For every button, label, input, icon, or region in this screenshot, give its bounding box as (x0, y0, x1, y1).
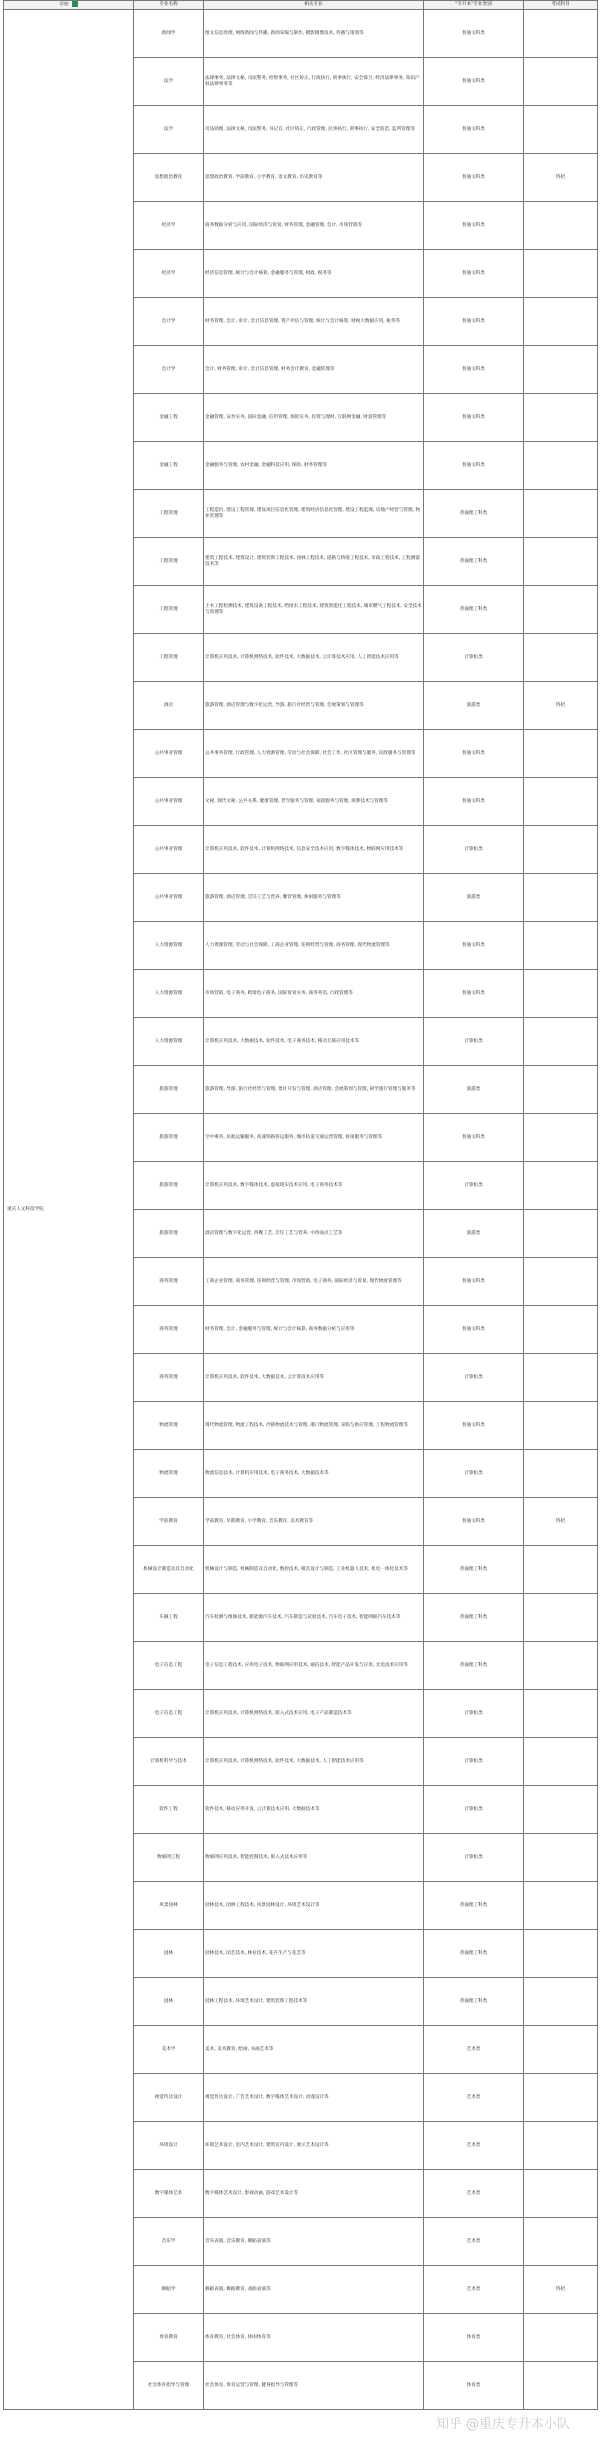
related-cell: 学前教育, 早期教育, 小学教育, 音乐教育, 美术教育等 (204, 1498, 424, 1546)
note-cell (524, 1882, 598, 1930)
header-related: 相关专业 (204, 1, 424, 10)
note-cell (524, 1690, 598, 1738)
related-cell: 空中乘务, 民航运输服务, 高速铁路客运服务, 城市轨道交通运营管理, 休闲服务与管理等 (204, 1114, 424, 1162)
major-cell: 园林 (134, 1930, 204, 1978)
major-cell: 公共事业管理 (134, 874, 204, 922)
related-cell: 人力资源管理, 劳动与社会保障, 工商企业管理, 连锁经营与管理, 商务管理, 现代物流管理等 (204, 922, 424, 970)
category-cell: 计算机类 (424, 1786, 524, 1834)
major-cell: 视觉传达设计 (134, 2074, 204, 2122)
major-cell: 经济学 (134, 202, 204, 250)
major-cell: 学前教育 (134, 1498, 204, 1546)
related-cell: 金融服务与管理, 农村金融, 金融科技应用, 保险, 财务管理等 (204, 442, 424, 490)
related-cell: 园林工程技术, 环境艺术设计, 建筑装饰工程技术等 (204, 1978, 424, 2026)
major-cell: 园林 (134, 1978, 204, 2026)
related-cell: 市场营销, 电子商务, 跨境电子商务, 国际贸易实务, 商务英语, 行政管理等 (204, 970, 424, 1018)
related-cell: 现代物流管理, 物流工程技术, 冷链物流技术与管理, 港口物流管理, 采购与供应管理, 工程物流管理等 (204, 1402, 424, 1450)
related-cell: 体育教育, 社会体育, 休闲体育等 (204, 2314, 424, 2362)
category-cell: 普通文科类 (424, 970, 524, 1018)
major-cell: 思想政治教育 (134, 154, 204, 202)
note-cell (524, 346, 598, 394)
major-cell: 公共事业管理 (134, 778, 204, 826)
major-cell: 商务管理 (134, 1354, 204, 1402)
category-cell: 普通文科类 (424, 778, 524, 826)
category-cell: 普通文科类 (424, 10, 524, 58)
related-cell: 数字媒体艺术设计, 影视动画, 游戏艺术设计等 (204, 2170, 424, 2218)
category-cell: 普通文科类 (424, 442, 524, 490)
major-cell: 法学 (134, 106, 204, 154)
related-cell: 图文信息处理, 网络新闻与传播, 新闻采编与制作, 摄影摄像技术, 传播与策划等 (204, 10, 424, 58)
category-cell: 计算机类 (424, 826, 524, 874)
category-cell: 计算机类 (424, 1738, 524, 1786)
note-cell (524, 2314, 598, 2362)
related-cell: 舞蹈表演, 舞蹈教育, 戏曲表演等 (204, 2266, 424, 2314)
note-cell (524, 1066, 598, 1114)
major-cell: 美术学 (134, 2026, 204, 2074)
category-cell: 普通理工科类 (424, 1882, 524, 1930)
note-cell (524, 1450, 598, 1498)
category-cell: 普通理工科类 (424, 1594, 524, 1642)
note-cell (524, 202, 598, 250)
related-cell: 机械设计与制造, 机械制造及自动化, 数控技术, 模具设计与制造, 工业机器人技术, 机电一体化技术等 (204, 1546, 424, 1594)
major-cell: 酒店 (134, 682, 204, 730)
table-row (4, 10, 598, 58)
category-cell: 普通理工科类 (424, 586, 524, 634)
note-cell (524, 250, 598, 298)
major-cell: 软件工程 (134, 1786, 204, 1834)
related-cell: 酒店管理与数字化运营, 西餐工艺, 烹饪工艺与营养, 中西面点工艺等 (204, 1210, 424, 1258)
note-cell (524, 1018, 598, 1066)
note-cell (524, 1162, 598, 1210)
category-cell: 普通文科类 (424, 922, 524, 970)
note-cell (524, 2074, 598, 2122)
major-cell: 工程管理 (134, 634, 204, 682)
header-row (4, 1, 598, 10)
category-cell: 艺术类 (424, 2218, 524, 2266)
category-cell: 计算机类 (424, 1354, 524, 1402)
header-note: 考试科目 (524, 1, 598, 10)
major-cell: 电子信息工程 (134, 1642, 204, 1690)
category-cell: 计算机类 (424, 1450, 524, 1498)
note-cell (524, 538, 598, 586)
category-cell: 艺术类 (424, 2026, 524, 2074)
category-cell: 艺术类 (424, 2266, 524, 2314)
related-cell: 计算机应用技术, 数字媒体技术, 虚拟现实技术应用, 电子商务技术等 (204, 1162, 424, 1210)
category-cell: 普通文科类 (424, 1402, 524, 1450)
note-cell (524, 106, 598, 154)
major-cell: 舞蹈学 (134, 2266, 204, 2314)
major-cell: 人力资源管理 (134, 922, 204, 970)
major-cell: 计算机科学与技术 (134, 1738, 204, 1786)
related-cell: 社会体育, 体育运营与管理, 健身指导与管理等 (204, 2362, 424, 2410)
category-cell: 普通文科类 (424, 1258, 524, 1306)
major-cell: 新闻学 (134, 10, 204, 58)
watermark: 知乎 @重庆专升本小队 (435, 2417, 570, 2432)
category-cell: 普通文科类 (424, 730, 524, 778)
related-cell: 财务管理, 会计, 金融服务与管理, 统计与会计核算, 商务数据分析与应用等 (204, 1306, 424, 1354)
note-cell (524, 1642, 598, 1690)
note-cell (524, 2170, 598, 2218)
related-cell: 司法助理, 法律文秘, 司法警务, 书记官, 社区矫正, 行政管理, 民事执行, 刑事执行, 安全防范, 监所管理等 (204, 106, 424, 154)
related-cell: 园林技术, 园艺技术, 林业技术, 花卉生产与花艺等 (204, 1930, 424, 1978)
major-cell: 工程管理 (134, 586, 204, 634)
related-cell: 电子信息工程技术, 应用电子技术, 物联网应用技术, 通信技术, 智能产品开发与应用, 光电技术应用等 (204, 1642, 424, 1690)
note-cell (524, 58, 598, 106)
note-cell (524, 1402, 598, 1450)
note-cell (524, 586, 598, 634)
note-cell: 特招 (524, 1498, 598, 1546)
related-cell: 计算机应用技术, 软件技术, 计算机网络技术, 信息安全技术应用, 数字媒体技术, 物联网应用技术等 (204, 826, 424, 874)
school-cell: 重庆人文科技学院 (4, 10, 134, 2410)
major-cell: 金融工程 (134, 442, 204, 490)
header-school[interactable]: 学校 (4, 1, 134, 10)
note-cell (524, 1594, 598, 1642)
note-cell (524, 1210, 598, 1258)
category-cell: 体育类 (424, 2314, 524, 2362)
category-cell: 计算机类 (424, 1690, 524, 1738)
note-cell (524, 874, 598, 922)
note-cell: 特招 (524, 154, 598, 202)
category-cell: 体育类 (424, 2362, 524, 2410)
category-cell: 计算机类 (424, 1834, 524, 1882)
major-cell: 金融工程 (134, 394, 204, 442)
note-cell (524, 826, 598, 874)
related-cell: 公共事务管理, 行政管理, 人力资源管理, 劳动与社会保障, 社会工作, 社区管理与服务, 民政服务与管理等 (204, 730, 424, 778)
category-cell: 普通文科类 (424, 394, 524, 442)
admission-table (3, 0, 598, 2410)
related-cell: 土木工程检测技术, 建筑设备工程技术, 给排水工程技术, 建筑智能化工程技术, 城市燃气工程技术, 安全技术与管理等 (204, 586, 424, 634)
major-cell: 会计学 (134, 346, 204, 394)
related-cell: 思想政治教育, 学前教育, 小学教育, 语文教育, 历史教育等 (204, 154, 424, 202)
note-cell (524, 2218, 598, 2266)
note-cell (524, 490, 598, 538)
header-category: "专升本"专业类别 (424, 1, 524, 10)
major-cell: 物联网工程 (134, 1834, 204, 1882)
related-cell: 财务管理, 会计, 审计, 会计信息管理, 资产评估与管理, 统计与会计核算, 财税大数据应用, 税务等 (204, 298, 424, 346)
note-cell (524, 1738, 598, 1786)
note-cell (524, 1258, 598, 1306)
related-cell: 工商企业管理, 商务管理, 连锁经营与管理, 市场营销, 电子商务, 国际经济与贸易, 现代物流管理等 (204, 1258, 424, 1306)
category-cell: 旅游类 (424, 1066, 524, 1114)
related-cell: 美术, 美术教育, 绘画, 书画艺术等 (204, 2026, 424, 2074)
major-cell: 工程管理 (134, 490, 204, 538)
related-cell: 环境艺术设计, 室内艺术设计, 建筑室内设计, 展示艺术设计等 (204, 2122, 424, 2170)
filter-icon[interactable] (72, 1, 78, 7)
note-cell (524, 10, 598, 58)
major-cell: 物流管理 (134, 1402, 204, 1450)
major-cell: 旅游管理 (134, 1210, 204, 1258)
table-body (4, 10, 598, 2410)
category-cell: 普通文科类 (424, 1306, 524, 1354)
major-cell: 旅游管理 (134, 1066, 204, 1114)
note-cell (524, 730, 598, 778)
category-cell: 旅游类 (424, 1210, 524, 1258)
related-cell: 软件技术, 移动应用开发, 云计算技术应用, 大数据技术等 (204, 1786, 424, 1834)
major-cell: 经济学 (134, 250, 204, 298)
related-cell: 计算机应用技术, 计算机网络技术, 软件技术, 大数据技术, 人工智能技术应用等 (204, 1738, 424, 1786)
note-cell (524, 1546, 598, 1594)
related-cell: 物流信息技术, 计算机应用技术, 电子商务技术, 大数据技术等 (204, 1450, 424, 1498)
major-cell: 物流管理 (134, 1450, 204, 1498)
major-cell: 体育教育 (134, 2314, 204, 2362)
note-cell (524, 442, 598, 490)
related-cell: 旅游管理, 导游, 旅行社经营与管理, 景区开发与管理, 酒店管理, 会展策划与管理, 研学旅行管理与服务等 (204, 1066, 424, 1114)
major-cell: 社会体育指导与管理 (134, 2362, 204, 2410)
note-cell (524, 298, 598, 346)
category-cell: 普通理工科类 (424, 1642, 524, 1690)
related-cell: 工程造价, 建设工程管理, 建设项目信息化管理, 建筑经济信息化管理, 建设工程监理, 房地产经营与管理, 物业管理等 (204, 490, 424, 538)
note-cell (524, 1786, 598, 1834)
major-cell: 会计学 (134, 298, 204, 346)
related-cell: 计算机应用技术, 计算机网络技术, 嵌入式技术应用, 电子产品制造技术等 (204, 1690, 424, 1738)
major-cell: 商务管理 (134, 1258, 204, 1306)
related-cell: 物联网应用技术, 智能控制技术, 嵌入式技术应用等 (204, 1834, 424, 1882)
category-cell: 普通理工科类 (424, 538, 524, 586)
category-cell: 旅游类 (424, 682, 524, 730)
note-cell (524, 2026, 598, 2074)
related-cell: 视觉传达设计, 广告艺术设计, 数字媒体艺术设计, 动漫设计等 (204, 2074, 424, 2122)
related-cell: 音乐表演, 音乐教育, 舞蹈表演等 (204, 2218, 424, 2266)
category-cell: 普通理工科类 (424, 1546, 524, 1594)
major-cell: 电子信息工程 (134, 1690, 204, 1738)
related-cell: 建筑工程技术, 建筑设计, 建筑装饰工程技术, 园林工程技术, 道路与桥梁工程技术, 市政工程技术, 工程测量技术等 (204, 538, 424, 586)
note-cell (524, 970, 598, 1018)
note-cell (524, 634, 598, 682)
major-cell: 机械设计制造及其自动化 (134, 1546, 204, 1594)
major-cell: 数字媒体艺术 (134, 2170, 204, 2218)
note-cell: 特招 (524, 682, 598, 730)
category-cell: 普通文科类 (424, 1114, 524, 1162)
category-cell: 计算机类 (424, 1018, 524, 1066)
major-cell: 人力资源管理 (134, 1018, 204, 1066)
note-cell (524, 394, 598, 442)
category-cell: 计算机类 (424, 634, 524, 682)
related-cell: 文秘, 现代文秘, 公共关系, 健康管理, 老年服务与管理, 家政服务与管理, 殡葬技术与管理等 (204, 778, 424, 826)
note-cell (524, 1834, 598, 1882)
major-cell: 车辆工程 (134, 1594, 204, 1642)
category-cell: 普通文科类 (424, 298, 524, 346)
major-cell: 音乐学 (134, 2218, 204, 2266)
related-cell: 计算机应用技术, 大数据技术, 软件技术, 电子商务技术, 移动互联应用技术等 (204, 1018, 424, 1066)
related-cell: 旅游管理, 酒店管理与数字化运营, 导游, 旅行社经营与管理, 会展策划与管理等 (204, 682, 424, 730)
note-cell: 特招 (524, 2266, 598, 2314)
category-cell: 普通文科类 (424, 250, 524, 298)
major-cell: 公共事业管理 (134, 730, 204, 778)
major-cell: 旅游管理 (134, 1162, 204, 1210)
major-cell: 人力资源管理 (134, 970, 204, 1018)
major-cell: 工程管理 (134, 538, 204, 586)
related-cell: 汽车检测与维修技术, 新能源汽车技术, 汽车制造与试验技术, 汽车电子技术, 智能网联汽车技术等 (204, 1594, 424, 1642)
category-cell: 普通理工科类 (424, 490, 524, 538)
category-cell: 普通文科类 (424, 106, 524, 154)
note-cell (524, 1978, 598, 2026)
note-cell (524, 1306, 598, 1354)
note-cell (524, 922, 598, 970)
major-cell: 风景园林 (134, 1882, 204, 1930)
header-major: 专业名称 (134, 1, 204, 10)
note-cell (524, 1114, 598, 1162)
related-cell: 计算机应用技术, 软件技术, 大数据技术, 云计算技术应用等 (204, 1354, 424, 1402)
note-cell (524, 2122, 598, 2170)
category-cell: 普通文科类 (424, 346, 524, 394)
category-cell: 普通理工科类 (424, 1930, 524, 1978)
related-cell: 会计, 财务管理, 审计, 会计信息管理, 财务会计教育, 金融管理等 (204, 346, 424, 394)
category-cell: 普通文科类 (424, 202, 524, 250)
major-cell: 公共事业管理 (134, 826, 204, 874)
category-cell: 计算机类 (424, 1162, 524, 1210)
major-cell: 环境设计 (134, 2122, 204, 2170)
related-cell: 金融管理, 证券实务, 国际金融, 信用管理, 保险实务, 投资与理财, 互联网金融, 财富管理等 (204, 394, 424, 442)
note-cell (524, 2362, 598, 2410)
related-cell: 法律事务, 法律文秘, 司法警务, 检察事务, 社区矫正, 行政执行, 刑事执行, 安全保卫, 经济法律事务, 知识产权法律事务等 (204, 58, 424, 106)
category-cell: 普通文科类 (424, 58, 524, 106)
major-cell: 商务管理 (134, 1306, 204, 1354)
related-cell: 园林技术, 园林工程技术, 风景园林设计, 环境艺术设计等 (204, 1882, 424, 1930)
category-cell: 普通文科类 (424, 154, 524, 202)
related-cell: 商务数据分析与应用, 国际经济与贸易, 财务管理, 金融管理, 会计, 市场营销等 (204, 202, 424, 250)
category-cell: 旅游类 (424, 874, 524, 922)
category-cell: 艺术类 (424, 2074, 524, 2122)
related-cell: 旅游管理, 酒店管理, 烹饪工艺与营养, 餐饮管理, 休闲服务与管理等 (204, 874, 424, 922)
category-cell: 普通理工科类 (424, 1978, 524, 2026)
category-cell: 艺术类 (424, 2170, 524, 2218)
note-cell (524, 1930, 598, 1978)
note-cell (524, 1354, 598, 1402)
related-cell: 经济信息管理, 统计与会计核算, 金融服务与管理, 财政, 税务等 (204, 250, 424, 298)
note-cell (524, 778, 598, 826)
related-cell: 计算机应用技术, 计算机网络技术, 软件技术, 大数据技术, 云计算技术应用, 人工智能技术应用等 (204, 634, 424, 682)
major-cell: 法学 (134, 58, 204, 106)
category-cell: 艺术类 (424, 2122, 524, 2170)
category-cell: 普通文科类 (424, 1498, 524, 1546)
major-cell: 旅游管理 (134, 1114, 204, 1162)
